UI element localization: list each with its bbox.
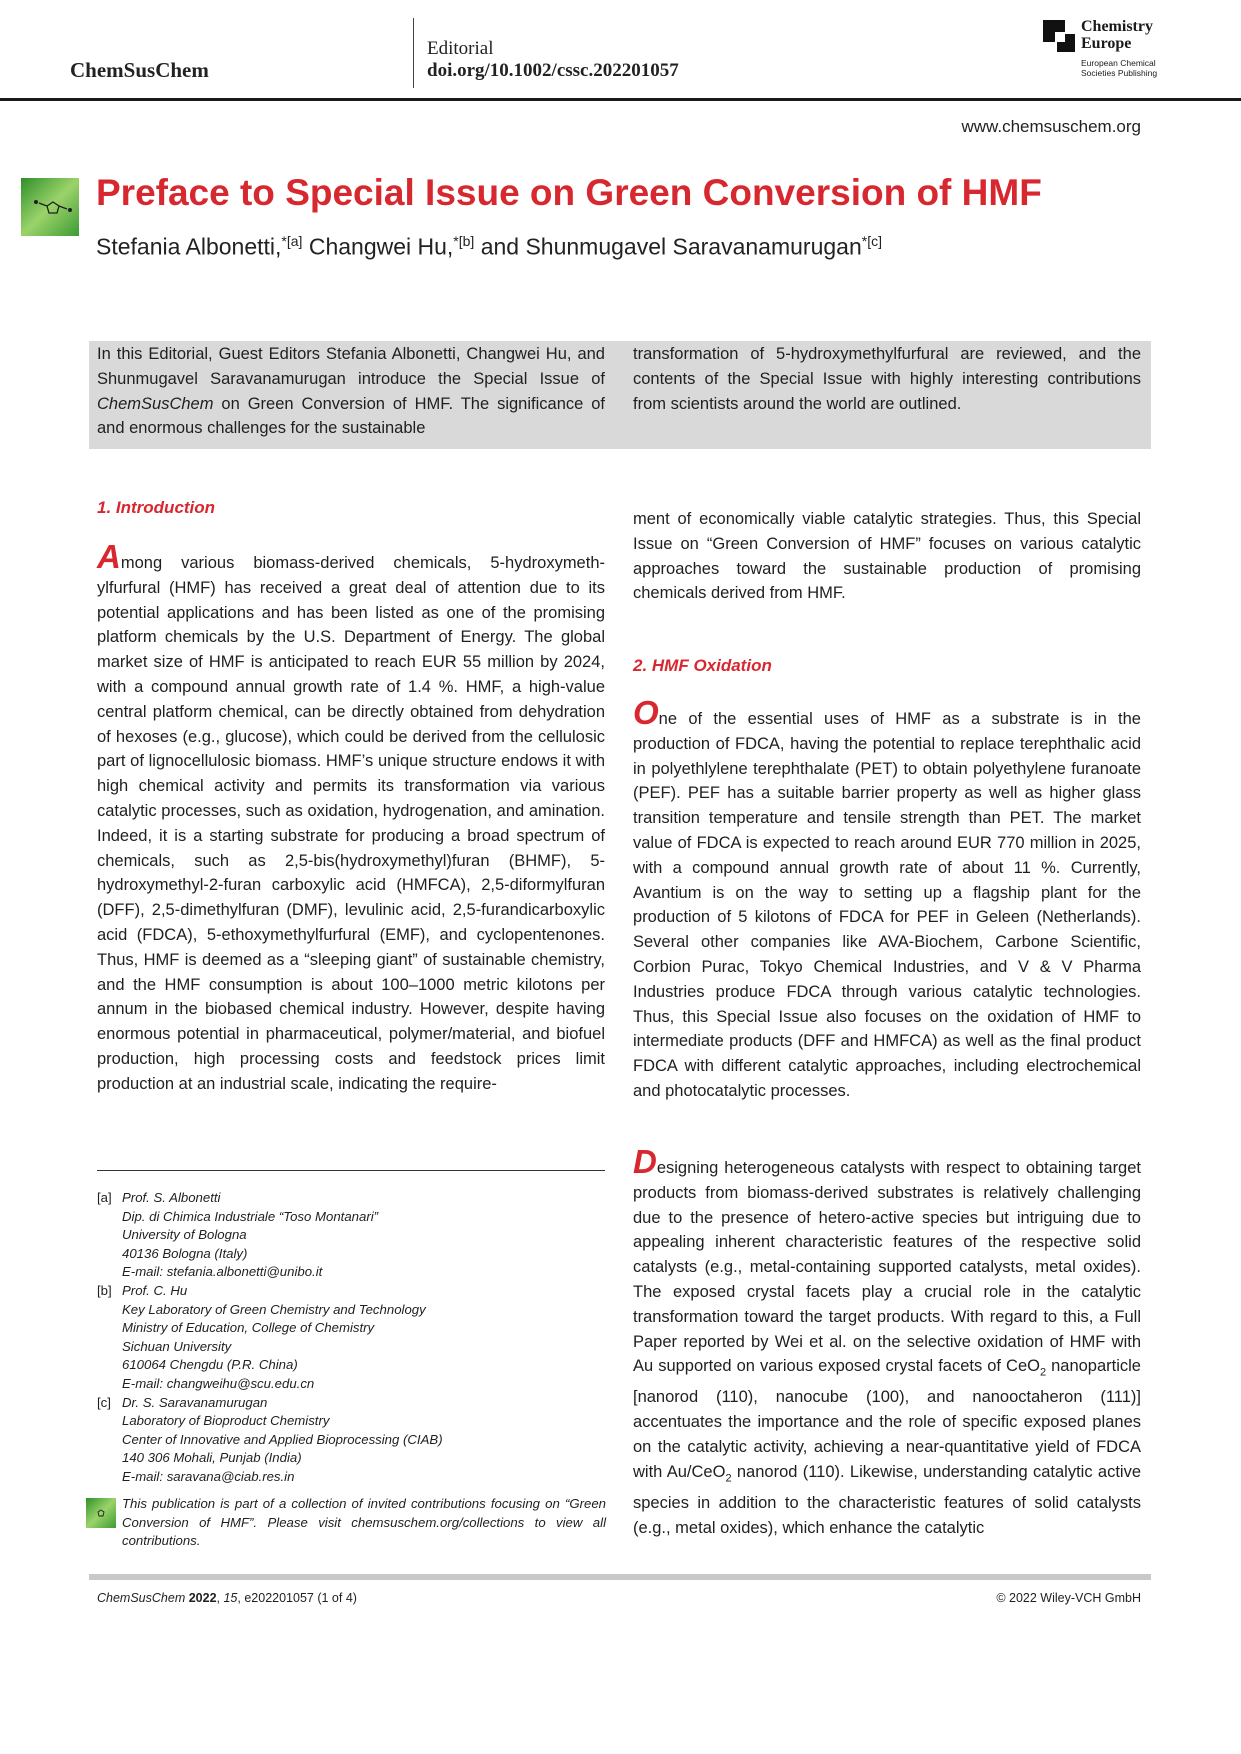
affiliation-b: [b] Prof. C. Hu Key Laboratory of Green Chemistry and Technology Ministry of Education, College of Chemistry Sichuan University 610064 Chengdu (P.R. China) E-mail: changweihu@scu.edu.cn	[97, 1282, 617, 1394]
header-rule	[0, 98, 1241, 101]
doi-link[interactable]: doi.org/10.1002/cssc.202201057	[427, 60, 679, 81]
footer-citation: ChemSusChem 2022, 15, e202201057 (1 of 4)	[97, 1591, 357, 1605]
collection-cover-icon	[86, 1498, 116, 1528]
collection-note-text[interactable]: This publication is part of a collection of invited contributions focusing on “Green Conversion of HMF”. Please visit chemsuschem.org/collections to view all contributions.	[122, 1496, 606, 1549]
abstract-left-column	[97, 342, 605, 441]
article-title: Preface to Special Issue on Green Conversion of HMF	[96, 172, 1042, 213]
footer-copyright: © 2022 Wiley-VCH GmbH	[996, 1591, 1141, 1605]
drop-cap: O	[633, 694, 659, 731]
author-affiliation-mark[interactable]: *[a]	[281, 233, 303, 249]
section-heading-hmf-oxidation: 2. HMF Oxidation	[633, 656, 772, 675]
email-link[interactable]: E-mail: stefania.albonetti@unibo.it	[122, 1264, 323, 1280]
drop-cap: A	[97, 538, 121, 575]
author-affiliation-mark[interactable]: *[b]	[453, 233, 475, 249]
introduction-continuation: ment of economically viable catalytic strategies. Thus, this Special Issue on “Green Conversion of HMF” focuses on various catalytic approaches toward the sustainable production of promising chemicals derived from HMF.	[633, 510, 1141, 603]
section-heading-introduction: 1. Introduction	[97, 498, 216, 517]
author-name: Stefania Albonetti,	[96, 233, 282, 260]
affiliation-c: [c] Dr. S. Saravanamurugan Laboratory of Bioproduct Chemistry Center of Innovative and Applied Bioprocessing (CIAB) 140 306 Mohali, Punjab (India) E-mail: saravana@ciab.res.in	[97, 1394, 617, 1487]
abstract-right-column	[633, 342, 1141, 416]
oxidation-paragraph-2: Designing heterogeneous catalysts with respect to obtaining target products from biomass-derived substrates is relatively challenging due to the presence of hetero-active species but intriguing due to appealing inherent characteristic features of the respective solid catalysts (e.g., metal-containing supported catalysts, metal oxides). The exposed crystal facets play a crucial role in the catalytic transformation toward the target products. With regard to this, a Full Paper reported by Wei et al. on the selective oxidation of HMF with Au supported on various exposed crystal facets of CeO$_2$ nanoparticle [nanorod (110), nanocube (100), and nanooctaheron (111)] accentuates the importance and the role of specific exposed planes on the catalytic activity, achieving a near-quantitative yield of FDCA with Au/CeO$_2$ nanorod (110). Likewise, understanding catalytic active species in addition to the characteristic features of solid catalysts (e.g., metal oxides), which enhance the catalytic	[633, 1143, 1141, 1537]
author-affiliation-mark[interactable]: *[c]	[861, 233, 882, 249]
footer-bar	[89, 1574, 1151, 1580]
abstract-text: In this Editorial, Guest Editors Stefania Albonetti, Changwei Hu, and Shunmugavel Saravanamurugan introduce the Special Issue of ChemSusChem on Green Conversion of HMF. The significance of and enormous challenges for the sustainable	[97, 345, 605, 438]
affiliation-a: [a] Prof. S. Albonetti Dip. di Chimica Industriale “Toso Montanari” University of Bologna 40136 Bologna (Italy) E-mail: stefania.albonetti@unibo.it	[97, 1189, 617, 1282]
drop-cap: D	[633, 1143, 657, 1180]
author-name: Changwei Hu,	[308, 233, 454, 260]
header-divider	[413, 18, 414, 88]
article-type: Editorial	[427, 38, 494, 59]
email-link[interactable]: E-mail: changweihu@scu.edu.cn	[122, 1375, 315, 1391]
oxidation-paragraph-1: One of the essential uses of HMF as a substrate is in the production of FDCA, having the potential to replace terephthalic acid in polyethlylene terephthalate (PET) to obtain polyethylene furanoate (PEF). PEF has a suitable barrier property as well as higher glass transition temperature and tensile strength than PET. The market value of FDCA is expected to reach around EUR 770 million in 2025, with a compound annual growth rate of about 11 %. Currently, Avantium is on the way to setting up a flagship plant for the production of 5 kilotons of FDCA for PEF in Geleen (Netherlands). Several other companies like AVA-Biochem, Carbone Scientific, Corbion Purac, Tokyo Chemical Industries, and V & V Pharma Industries produce FDCA through various catalytic technologies. Thus, this Special Issue also focuses on the oxidation of HMF to intermediate products (DFF and HMFCA) as well as the final product FDCA with different catalytic approaches, including electrochemical and photocatalytic processes.	[633, 694, 1141, 1100]
special-issue-cover-icon	[21, 178, 79, 236]
abstract-text: transformation of 5-hydroxymethylfurfural are reviewed, and the contents of the Special Issue with highly interesting contributions from scientists around the world are outlined.	[633, 345, 1141, 413]
author-name: and Shunmugavel Saravanamurugan	[480, 233, 862, 260]
publisher-subtitle: European Chemical Societies Publishing	[1081, 58, 1158, 78]
affiliation-footnotes	[97, 1189, 617, 1487]
author-list	[96, 233, 882, 261]
journal-website-link[interactable]: www.chemsuschem.org	[961, 117, 1141, 136]
introduction-paragraph: Among various biomass-derived chemicals, 5-hydroxymethylfurfural (HMF) has received a great deal of attention due to its potential applications and has been listed as one of the promising platform chemicals by the U.S. Department of Energy. The global market size of HMF is anticipated to reach EUR 55 million by 2024, with a compound annual growth rate of 1.4 %. HMF, a high-value central platform chemical, can be directly obtained from dehydration of hexoses (e.g., glucose), which could be derived from the cellulosic part of lignocellulosic biomass. HMF’s unique structure endows it with high chemical activity and permits its transformation via various catalytic processes, such as oxidation, hydrogenation, and amination. Indeed, it is a starting substrate for producing a broad spectrum of chemicals, such as 2,5-bis(hydroxymethyl)furan (BHMF), 5-hydroxymethyl-2-furan carboxylic acid (HMFCA), 2,5-diformylfuran (DFF), 2,5-dimethylfuran (DMF), levulinic acid, 2,5-furandicarboxylic acid (FDCA), 5-ethoxymethylfurfural (EMF), and cyclopentenones. Thus, HMF is deemed as a “sleeping giant” of sustainable chemistry, and the HMF consumption is about 100–1000 metric kilotons per annum in the biobased chemical industry. However, despite having enormous potential in pharmaceutical, polymer/material, and biofuel production, high processing costs and feedstock prices limit production at an industrial scale, indicating the require-	[97, 538, 605, 1093]
journal-name: ChemSusChem	[70, 58, 209, 82]
publisher-logo[interactable]	[1043, 18, 1173, 86]
chemistry-europe-mark-icon	[1043, 20, 1077, 56]
publisher-name: Chemistry Europe	[1081, 18, 1153, 52]
email-link[interactable]: E-mail: saravana@ciab.res.in	[122, 1468, 295, 1484]
footnote-rule	[97, 1170, 605, 1171]
